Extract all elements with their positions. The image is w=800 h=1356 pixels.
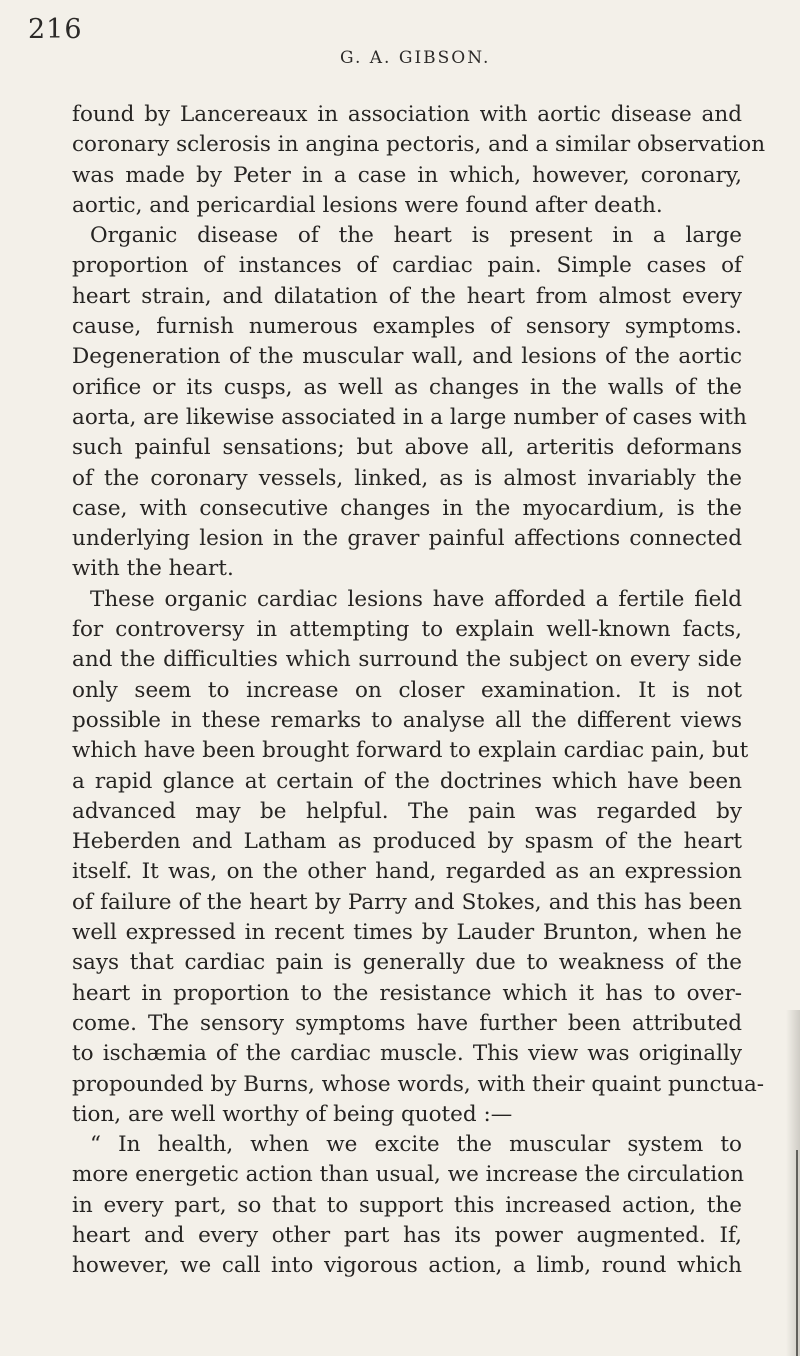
text-line: which have been brought forward to explain cardiac pain, but xyxy=(72,738,749,764)
text-line: a rapid glance at certain of the doctrines which have been xyxy=(72,768,742,794)
text-line: for controversy in attempting to explain well-known facts, xyxy=(72,617,742,643)
text-line: says that cardiac pain is generally due to weakness of the xyxy=(72,950,742,976)
body-text xyxy=(72,100,766,1282)
text-line: “ In health, when we excite the muscular system to xyxy=(90,1132,742,1158)
text-line: possible in these remarks to analyse all the different views xyxy=(72,707,742,733)
text-line: proportion of instances of cardiac pain. Simple cases of xyxy=(72,253,742,279)
text-line: found by Lancereaux in association with aortic disease and xyxy=(72,102,742,127)
text-line: of the coronary vessels, linked, as is almost invariably the xyxy=(72,465,742,491)
text-line: orifice or its cusps, as well as changes in the walls of the xyxy=(72,374,742,400)
text-line: and the difficulties which surround the subject on every side xyxy=(72,647,742,673)
text-line: to ischæmia of the cardiac muscle. This view was originally xyxy=(72,1041,742,1067)
text-line: heart strain, and dilatation of the heart from almost every xyxy=(72,283,742,309)
text-line: cause, furnish numerous examples of sensory symptoms. xyxy=(72,314,742,340)
text-line: underlying lesion in the graver painful affections connected xyxy=(72,526,742,552)
text-line: aorta, are likewise associated in a large number of cases with xyxy=(72,404,747,430)
text-line: heart in proportion to the resistance which it has to over- xyxy=(72,980,742,1006)
text-line: only seem to increase on closer examination. It is not xyxy=(72,677,742,703)
text-line: tion, are well worthy of being quoted :— xyxy=(72,1101,513,1127)
text-line: of failure of the heart by Parry and Stokes, and this has been xyxy=(72,889,742,915)
text-line: more energetic action than usual, we increase the circulation xyxy=(72,1162,744,1188)
text-line: such painful sensations; but above all, arteritis deformans xyxy=(72,435,742,461)
text-line: Heberden and Latham as produced by spasm of the heart xyxy=(72,829,742,855)
text-line: well expressed in recent times by Lauder Brunton, when he xyxy=(72,920,742,946)
text-line: in every part, so that to support this increased action, the xyxy=(72,1192,742,1218)
text-line: case, with consecutive changes in the myocardium, is the xyxy=(72,495,742,521)
text-line: itself. It was, on the other hand, regarded as an expression xyxy=(72,859,742,885)
text-line: come. The sensory symptoms have further been attributed xyxy=(72,1010,742,1036)
text-line: aortic, and pericardial lesions were found after death. xyxy=(72,192,663,218)
text-line: Degeneration of the muscular wall, and lesions of the aortic xyxy=(72,344,742,370)
text-line: advanced may be helpful. The pain was regarded by xyxy=(72,798,742,824)
running-head: G. A. GIBSON. xyxy=(340,48,491,68)
text-line: propounded by Burns, whose words, with their quaint punctua- xyxy=(72,1071,765,1097)
page-edge-line xyxy=(796,1150,798,1356)
text-line: was made by Peter in a case in which, however, coronary, xyxy=(72,162,742,188)
text-line: coronary sclerosis in angina pectoris, and a similar observation xyxy=(72,132,766,158)
page-number: 216 xyxy=(28,14,83,45)
text-line: with the heart. xyxy=(72,556,234,582)
text-line: however, we call into vigorous action, a limb, round which xyxy=(72,1253,742,1279)
text-line: Organic disease of the heart is present in a large xyxy=(90,223,742,249)
text-line: heart and every other part has its power augmented. If, xyxy=(72,1222,742,1248)
text-line: These organic cardiac lesions have afforded a fertile field xyxy=(90,586,742,612)
